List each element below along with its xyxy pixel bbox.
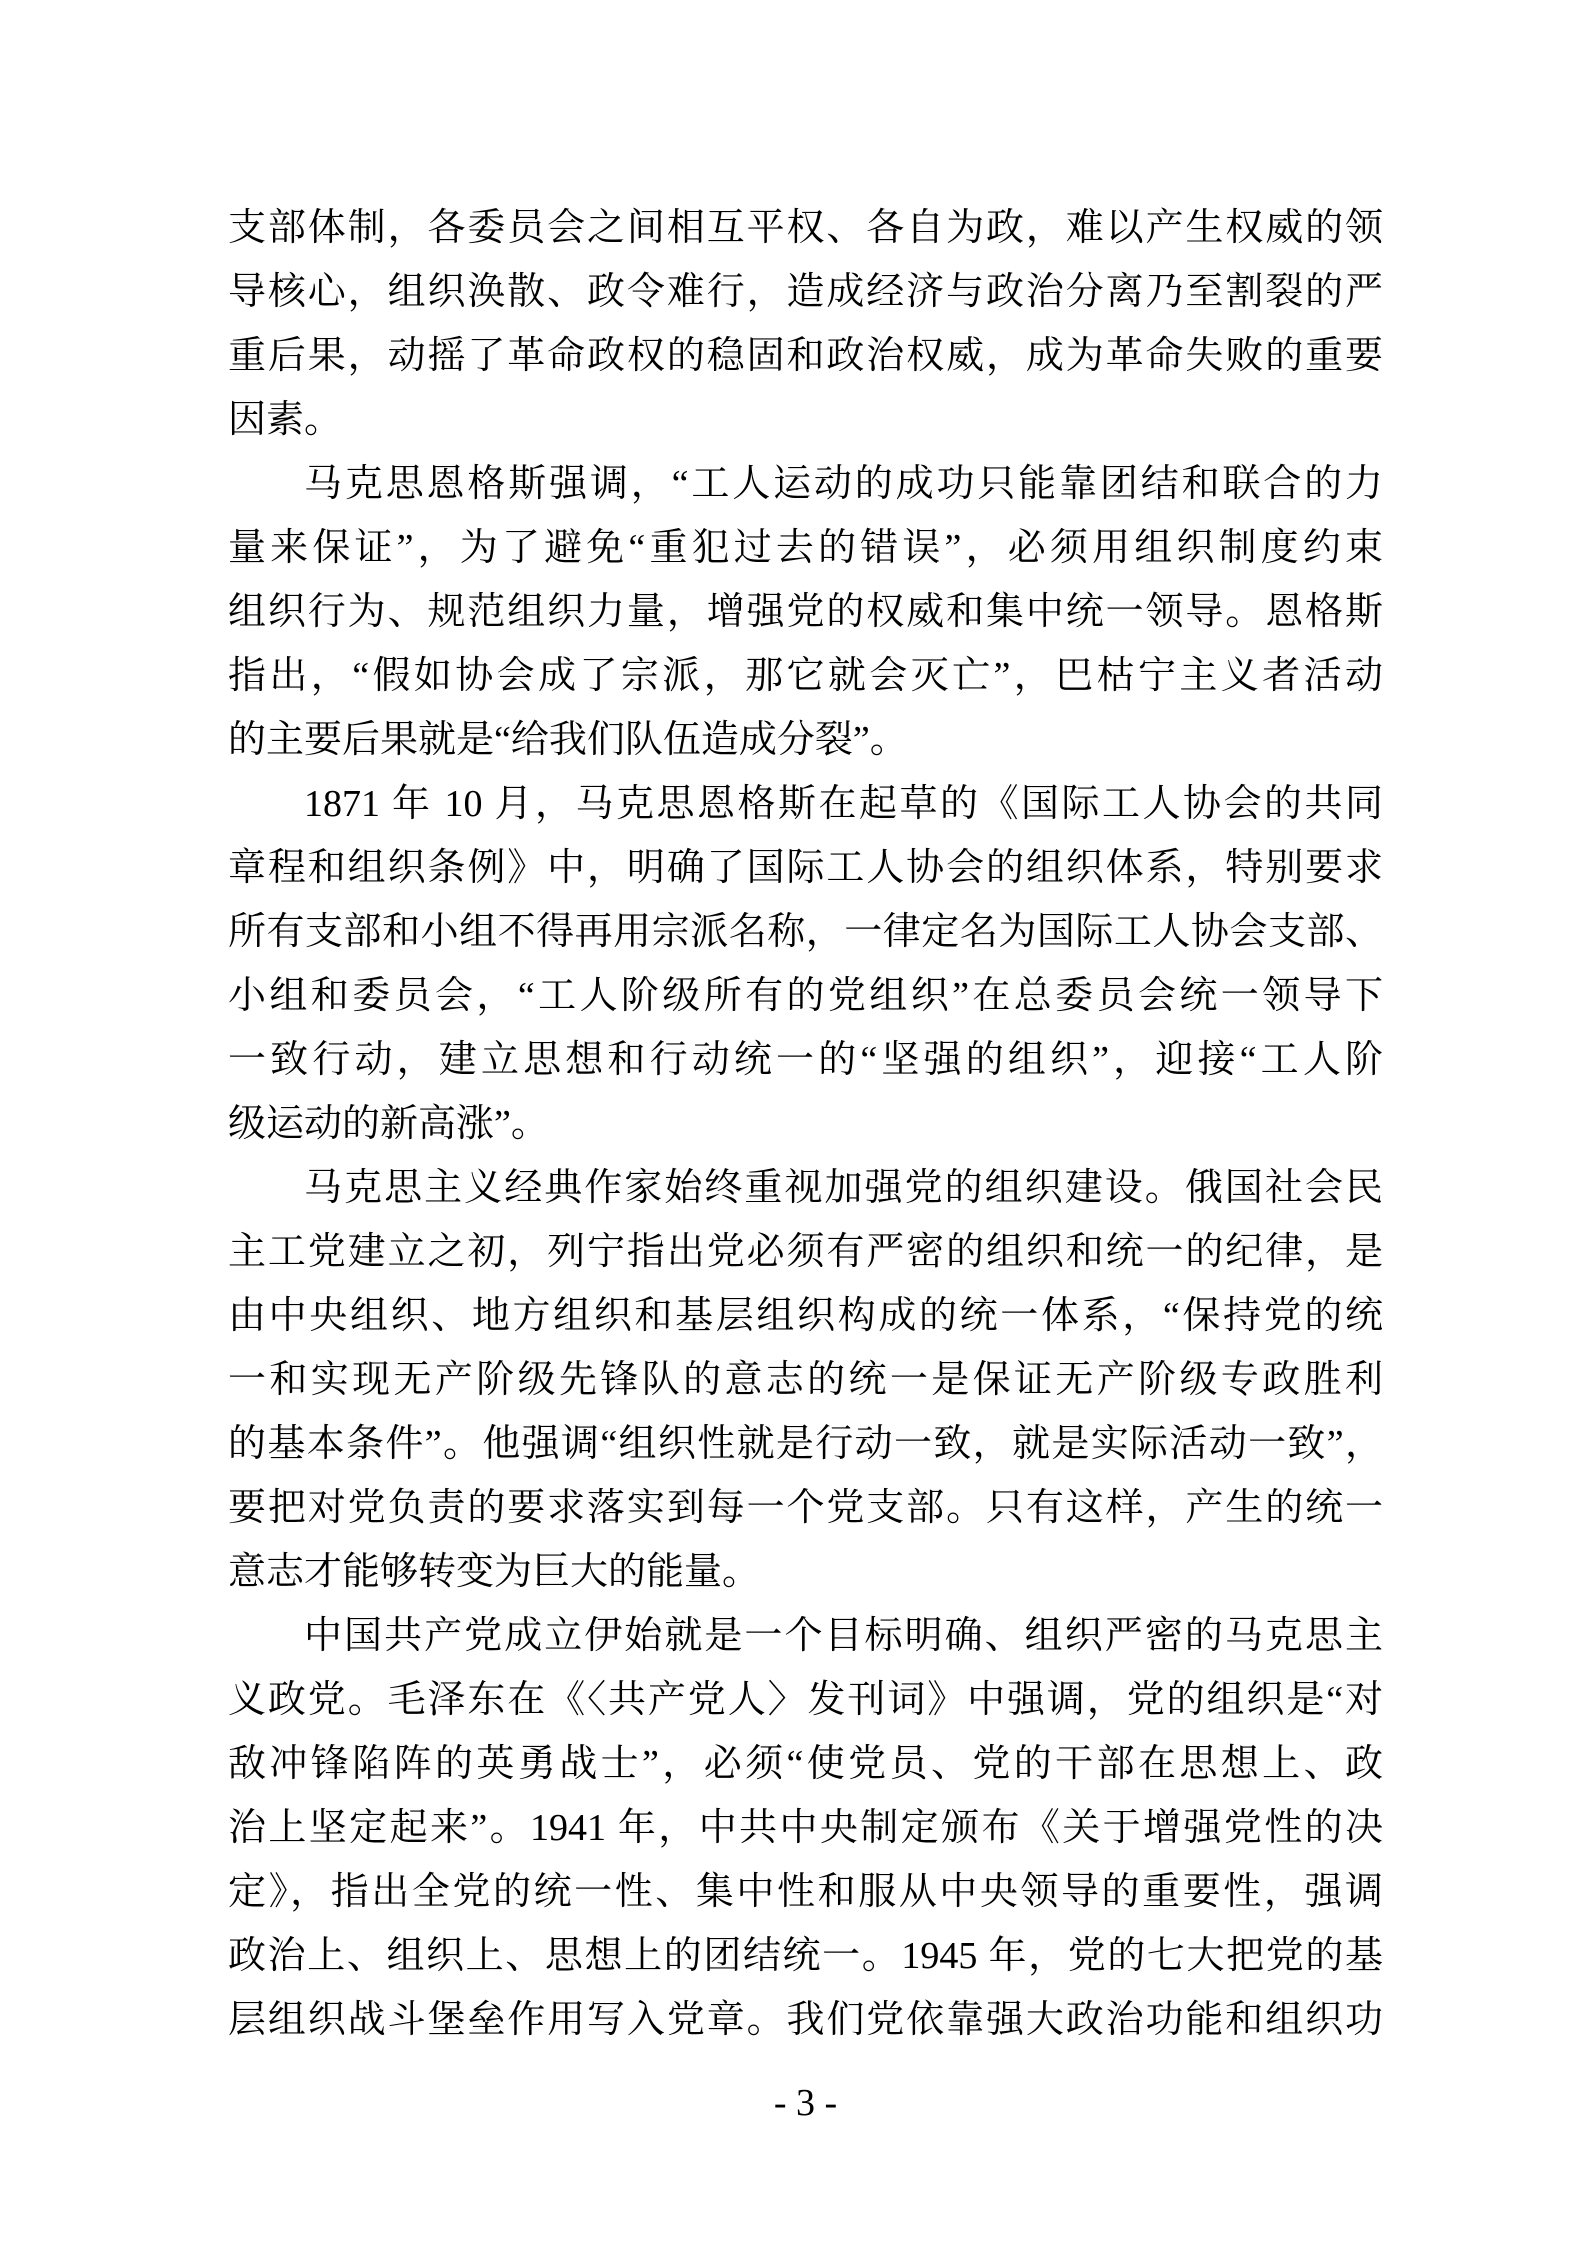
text-line: 导核心，组织涣散、政令难行，造成经济与政治分离乃至割裂的严 [228, 271, 1383, 313]
text-line: 1871 年 10 月，马克思恩格斯在起草的《国际工人协会的共同 [304, 783, 1383, 825]
text-line: 重后果，动摇了革命政权的稳固和政治权威，成为革命失败的重要 [228, 335, 1383, 377]
text-line: 一和实现无产阶级先锋队的意志的统一是保证无产阶级专政胜利 [228, 1359, 1383, 1401]
paragraph [228, 1604, 1383, 2052]
text-line: 一致行动，建立思想和行动统一的“坚强的组织”，迎接“工人阶 [228, 1039, 1383, 1081]
text-line: 定》，指出全党的统一性、集中性和服从中央领导的重要性，强调 [228, 1871, 1383, 1913]
paragraph [228, 452, 1383, 772]
text-line: 级运动的新高涨”。 [228, 1103, 549, 1145]
paragraph [228, 196, 1383, 452]
text-line: 由中央组织、地方组织和基层组织构成的统一体系，“保持党的统 [228, 1295, 1383, 1337]
text-line: 组织行为、规范组织力量，增强党的权威和集中统一领导。恩格斯 [228, 591, 1383, 633]
text-line: 马克思主义经典作家始终重视加强党的组织建设。俄国社会民 [304, 1167, 1383, 1209]
text-line: 主工党建立之初，列宁指出党必须有严密的组织和统一的纪律，是 [228, 1231, 1383, 1273]
text-line: 指出，“假如协会成了宗派，那它就会灭亡”，巴枯宁主义者活动 [228, 655, 1383, 697]
text-line: 敌冲锋陷阵的英勇战士”，必须“使党员、党的干部在思想上、政 [228, 1743, 1383, 1785]
text-line: 要把对党负责的要求落实到每一个党支部。只有这样，产生的统一 [228, 1487, 1383, 1529]
text-line: 因素。 [228, 399, 343, 441]
text-line: 的基本条件”。他强调“组织性就是行动一致，就是实际活动一致”， [228, 1423, 1383, 1465]
text-line: 意志才能够转变为巨大的能量。 [228, 1551, 761, 1593]
text-line: 支部体制，各委员会之间相互平权、各自为政，难以产生权威的领 [228, 207, 1383, 249]
text-line: 小组和委员会，“工人阶级所有的党组织”在总委员会统一领导下 [228, 975, 1383, 1017]
text-line: 层组织战斗堡垒作用写入党章。我们党依靠强大政治功能和组织功 [228, 1999, 1383, 2041]
text-line: 马克思恩格斯强调，“工人运动的成功只能靠团结和联合的力 [304, 463, 1383, 505]
page-number: - 3 - [773, 2082, 838, 2124]
text-line: 量来保证”，为了避免“重犯过去的错误”，必须用组织制度约束 [228, 527, 1383, 569]
text-line: 中国共产党成立伊始就是一个目标明确、组织严密的马克思主 [304, 1615, 1383, 1657]
text-line: 义政党。毛泽东在《〈共产党人〉发刊词》中强调，党的组织是“对 [228, 1679, 1383, 1721]
paragraph [228, 1156, 1383, 1604]
text-line: 治上坚定起来”。1941 年，中共中央制定颁布《关于增强党性的决 [228, 1807, 1383, 1849]
text-line: 章程和组织条例》中，明确了国际工人协会的组织体系，特别要求 [228, 847, 1383, 889]
text-line: 政治上、组织上、思想上的团结统一。1945 年，党的七大把党的基 [228, 1935, 1383, 1977]
body-text [228, 196, 1383, 2052]
text-line: 所有支部和小组不得再用宗派名称，一律定名为国际工人协会支部、 [228, 911, 1383, 953]
text-line: 的主要后果就是“给我们队伍造成分裂”。 [228, 719, 908, 761]
paragraph [228, 772, 1383, 1156]
